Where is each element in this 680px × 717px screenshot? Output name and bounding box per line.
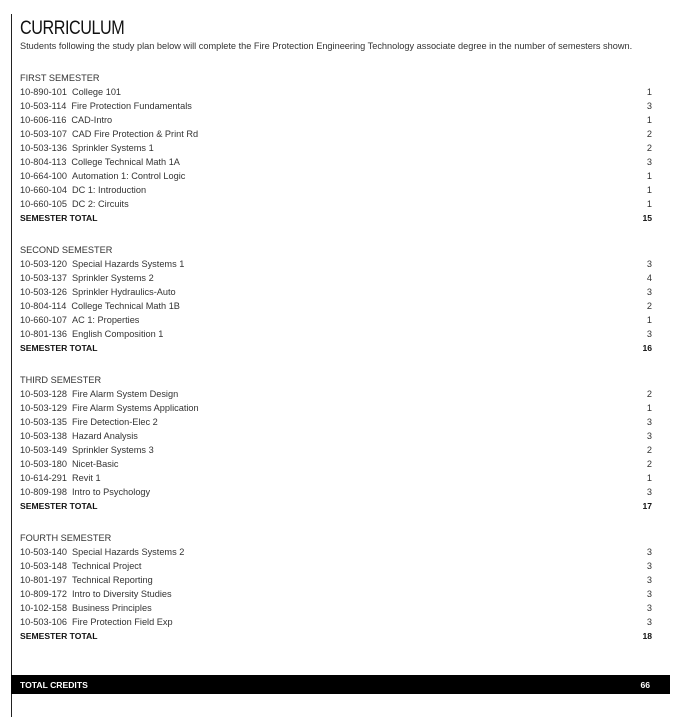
semester-total-value: 15 [642,213,652,223]
course-info [20,615,173,629]
course-row [20,271,652,285]
course-name: AC 1: Properties [72,315,140,325]
course-info [20,183,146,197]
course-code: 10-606-116 [20,115,67,125]
course-credits: 1 [646,115,652,125]
course-row [20,387,652,401]
course-credits: 3 [646,157,652,167]
course-credits: 1 [646,199,652,209]
semester-total-row [20,499,652,513]
course-name: DC 2: Circuits [72,199,129,209]
course-row [20,183,652,197]
course-info [20,387,178,401]
course-info [20,99,192,113]
course-name: English Composition 1 [72,329,164,339]
course-name: Technical Project [72,561,142,571]
course-name: Nicet-Basic [72,459,119,469]
course-row [20,545,652,559]
course-name: Intro to Diversity Studies [72,589,172,599]
total-credits-label: TOTAL CREDITS [20,679,88,690]
course-credits: 2 [646,129,652,139]
course-credits: 2 [646,301,652,311]
course-name: College Technical Math 1A [71,157,180,167]
course-credits: 3 [646,287,652,297]
course-info [20,559,141,573]
course-code: 10-660-105 [20,199,67,209]
course-credits: 1 [646,315,652,325]
semester-block [20,243,652,355]
semester-total-label: SEMESTER TOTAL [20,631,98,641]
course-code: 10-503-138 [20,431,67,441]
course-name: Fire Protection Field Exp [72,617,173,627]
course-credits: 1 [646,87,652,97]
course-row [20,429,652,443]
course-credits: 2 [646,445,652,455]
course-code: 10-804-113 [20,157,67,167]
course-name: Revit 1 [72,473,101,483]
course-info [20,285,176,299]
course-credits: 3 [646,589,652,599]
course-name: Fire Protection Fundamentals [71,101,192,111]
course-name: Technical Reporting [72,575,153,585]
course-row [20,85,652,99]
course-code: 10-660-107 [20,315,67,325]
course-credits: 3 [646,617,652,627]
page-title: CURRICULUM [20,18,125,39]
course-row [20,601,652,615]
course-code: 10-503-140 [20,547,67,557]
course-credits: 2 [646,459,652,469]
course-row [20,415,652,429]
course-info [20,257,184,271]
semester-total-row [20,211,652,225]
course-credits: 3 [646,431,652,441]
course-credits: 3 [646,547,652,557]
semester-list [20,71,652,643]
course-code: 10-503-128 [20,389,67,399]
course-info [20,313,139,327]
semester-block [20,71,652,225]
course-credits: 3 [646,329,652,339]
semester-block [20,373,652,513]
course-code: 10-102-158 [20,603,67,613]
course-info [20,601,152,615]
course-code: 10-503-137 [20,273,67,283]
semester-total-value: 18 [642,631,652,641]
curriculum-content [20,18,652,643]
course-credits: 1 [646,171,652,181]
course-info [20,327,163,341]
course-code: 10-503-135 [20,417,67,427]
course-name: Sprinkler Hydraulics-Auto [72,287,176,297]
semester-total-value: 16 [642,343,652,353]
intro-text: Students following the study plan below will complete the Fire Protection Engineering Technology associate degree in the number of semesters shown. [20,41,633,51]
course-info [20,113,112,127]
course-name: Fire Alarm System Design [72,389,179,399]
course-name: Sprinkler Systems 2 [72,273,154,283]
course-row [20,471,652,485]
semester-heading: THIRD SEMESTER [20,375,102,385]
course-info [20,545,184,559]
course-info [20,415,158,429]
course-name: Business Principles [72,603,152,613]
course-info [20,587,172,601]
course-credits: 2 [646,389,652,399]
course-credits: 1 [646,403,652,413]
course-code: 10-503-129 [20,403,67,413]
course-row [20,127,652,141]
course-info [20,127,198,141]
course-row [20,401,652,415]
course-info [20,299,180,313]
course-name: Sprinkler Systems 1 [72,143,154,153]
total-credits-bar [11,675,670,694]
semester-block [20,531,652,643]
course-row [20,457,652,471]
course-code: 10-801-197 [20,575,67,585]
course-credits: 3 [646,487,652,497]
course-row [20,299,652,313]
course-info [20,443,154,457]
semester-total-row [20,629,652,643]
course-code: 10-503-106 [20,617,67,627]
course-credits: 1 [646,473,652,483]
left-vertical-rule [11,14,12,717]
course-code: 10-503-126 [20,287,67,297]
course-info [20,457,118,471]
course-info [20,271,154,285]
course-credits: 3 [646,417,652,427]
course-code: 10-664-100 [20,171,67,181]
semester-total-value: 17 [642,501,652,511]
course-code: 10-801-136 [20,329,67,339]
course-row [20,155,652,169]
course-info [20,573,153,587]
course-code: 10-614-291 [20,473,67,483]
course-row [20,573,652,587]
course-name: CAD-Intro [71,115,113,125]
course-credits: 3 [646,561,652,571]
course-name: College 101 [72,87,122,97]
course-info [20,429,138,443]
course-code: 10-503-136 [20,143,67,153]
course-code: 10-503-107 [20,129,67,139]
course-code: 10-503-120 [20,259,67,269]
course-row [20,559,652,573]
course-row [20,141,652,155]
course-code: 10-804-114 [20,301,67,311]
course-info [20,471,101,485]
course-name: Automation 1: Control Logic [72,171,186,181]
course-row [20,113,652,127]
semester-heading: FOURTH SEMESTER [20,533,112,543]
course-row [20,313,652,327]
course-name: Fire Detection-Elec 2 [72,417,158,427]
course-name: Intro to Psychology [72,487,151,497]
course-info [20,85,121,99]
course-row [20,99,652,113]
course-name: CAD Fire Protection & Print Rd [72,129,199,139]
course-info [20,155,180,169]
course-row [20,197,652,211]
course-credits: 4 [646,273,652,283]
course-info [20,197,129,211]
course-info [20,401,199,415]
course-credits: 3 [646,603,652,613]
course-credits: 3 [646,259,652,269]
course-credits: 2 [646,143,652,153]
course-credits: 3 [646,101,652,111]
course-code: 10-503-180 [20,459,67,469]
semester-total-label: SEMESTER TOTAL [20,343,98,353]
course-name: College Technical Math 1B [71,301,180,311]
semester-total-row [20,341,652,355]
course-code: 10-503-149 [20,445,67,455]
course-row [20,587,652,601]
course-info [20,485,150,499]
course-row [20,327,652,341]
semester-total-label: SEMESTER TOTAL [20,213,98,223]
course-name: Special Hazards Systems 2 [72,547,185,557]
course-name: Hazard Analysis [72,431,138,441]
course-row [20,169,652,183]
course-code: 10-660-104 [20,185,67,195]
course-name: Fire Alarm Systems Application [72,403,199,413]
course-code: 10-809-198 [20,487,67,497]
course-credits: 1 [646,185,652,195]
course-info [20,169,185,183]
course-row [20,443,652,457]
semester-total-label: SEMESTER TOTAL [20,501,98,511]
course-code: 10-503-114 [20,101,67,111]
semester-heading: FIRST SEMESTER [20,73,100,83]
course-name: Special Hazards Systems 1 [72,259,185,269]
course-code: 10-503-148 [20,561,67,571]
course-credits: 3 [646,575,652,585]
course-row [20,285,652,299]
course-code: 10-809-172 [20,589,67,599]
course-row [20,485,652,499]
course-row [20,615,652,629]
course-name: Sprinkler Systems 3 [72,445,154,455]
course-name: DC 1: Introduction [72,185,147,195]
course-info [20,141,154,155]
course-row [20,257,652,271]
total-credits-value: 66 [640,679,650,690]
semester-heading: SECOND SEMESTER [20,245,113,255]
course-code: 10-890-101 [20,87,67,97]
